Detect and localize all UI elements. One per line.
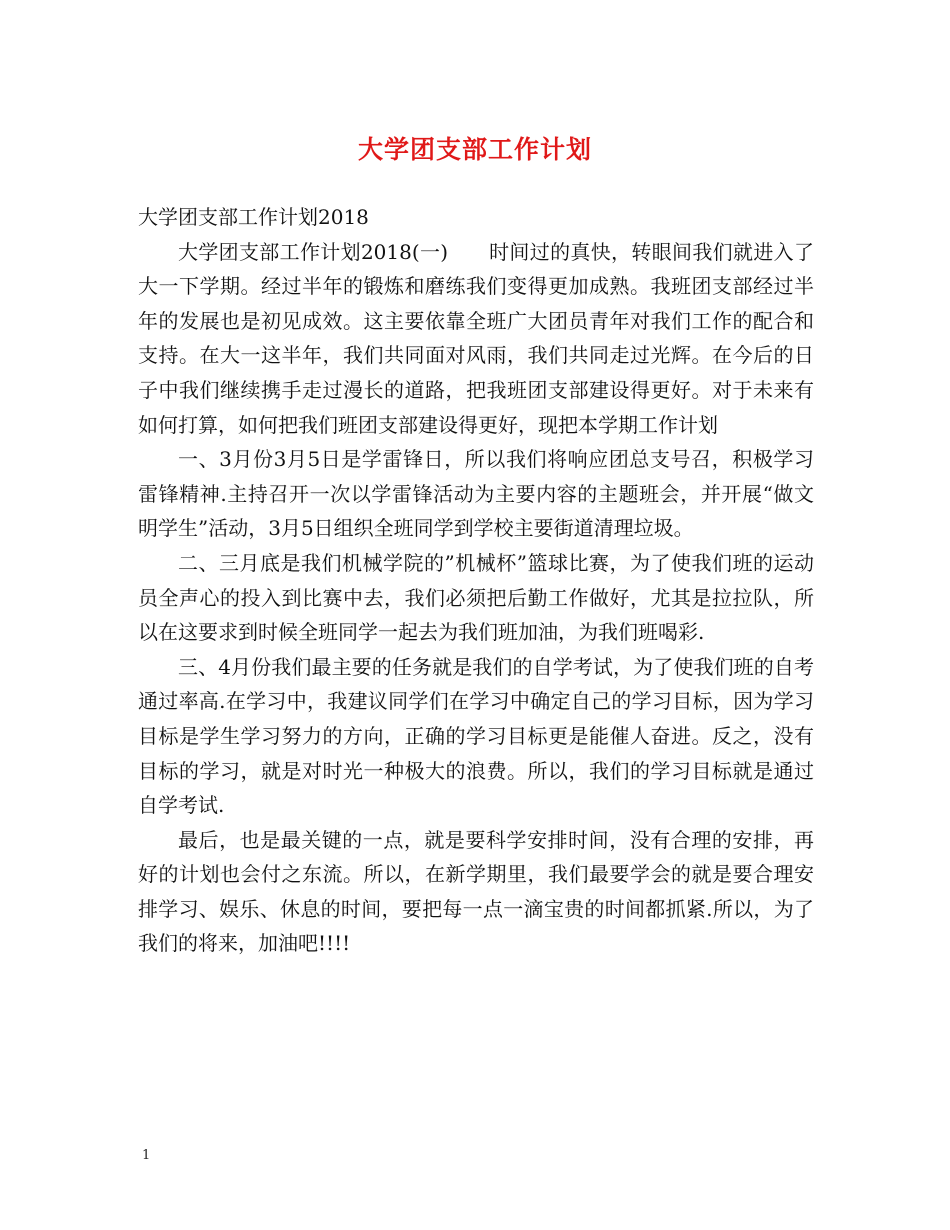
paragraph-intro: 大学团支部工作计划2018(一) 时间过的真快，转眼间我们就进入了大一下学期。经过半年的锻炼和磨练我们变得更加成熟。我班团支部经过半年的发展也是初见成效。这主要依靠全班广大团员青年对我们工作的配合和支持。在大一这半年，我们共同面对风雨，我们共同走过光辉。在今后的日子中我们继续携手走过漫长的道路，把我班团支部建设得更好。对于未来有如何打算，如何把我们班团支部建设得更好，现把本学期工作计划	[138, 239, 814, 437]
paragraph-conclusion: 最后，也是最关键的一点，就是要科学安排时间，没有合理的安排，再好的计划也会付之东流。所以，在新学期里，我们最要学会的就是要合理安排学习、娱乐、休息的时间，要把每一点一滴宝贵的时间都抓紧.所以，为了我们的将来，加油吧!!!!	[138, 827, 814, 956]
page-number: 1	[142, 1148, 151, 1163]
document-body	[138, 200, 814, 961]
page-title: 大学团支部工作计划	[357, 135, 592, 164]
document-subtitle: 大学团支部工作计划2018	[138, 205, 369, 229]
paragraph-march: 一、3月份3月5日是学雷锋日，所以我们将响应团总支号召，积极学习雷锋精神.主持召开一次以学雷锋活动为主要内容的主题班会，并开展“做文明学生”活动，3月5日组织全班同学到学校主要街道清理垃圾。	[138, 447, 814, 541]
paragraph-april-exam: 三、4月份我们最主要的任务就是我们的自学考试，为了使我们班的自考通过率高.在学习中，我建议同学们在学习中确定自己的学习目标，因为学习目标是学生学习努力的方向，正确的学习目标更是能催人奋进。反之，没有目标的学习，就是对时光一种极大的浪费。所以，我们的学习目标就是通过自学考试.	[138, 654, 814, 818]
paragraph-basketball: 二、三月底是我们机械学院的”机械杯”篮球比赛，为了使我们班的运动员全声心的投入到比赛中去，我们必须把后勤工作做好，尤其是拉拉队，所以在这要求到时候全班同学一起去为我们班加油，为我们班喝彩.	[138, 550, 814, 645]
